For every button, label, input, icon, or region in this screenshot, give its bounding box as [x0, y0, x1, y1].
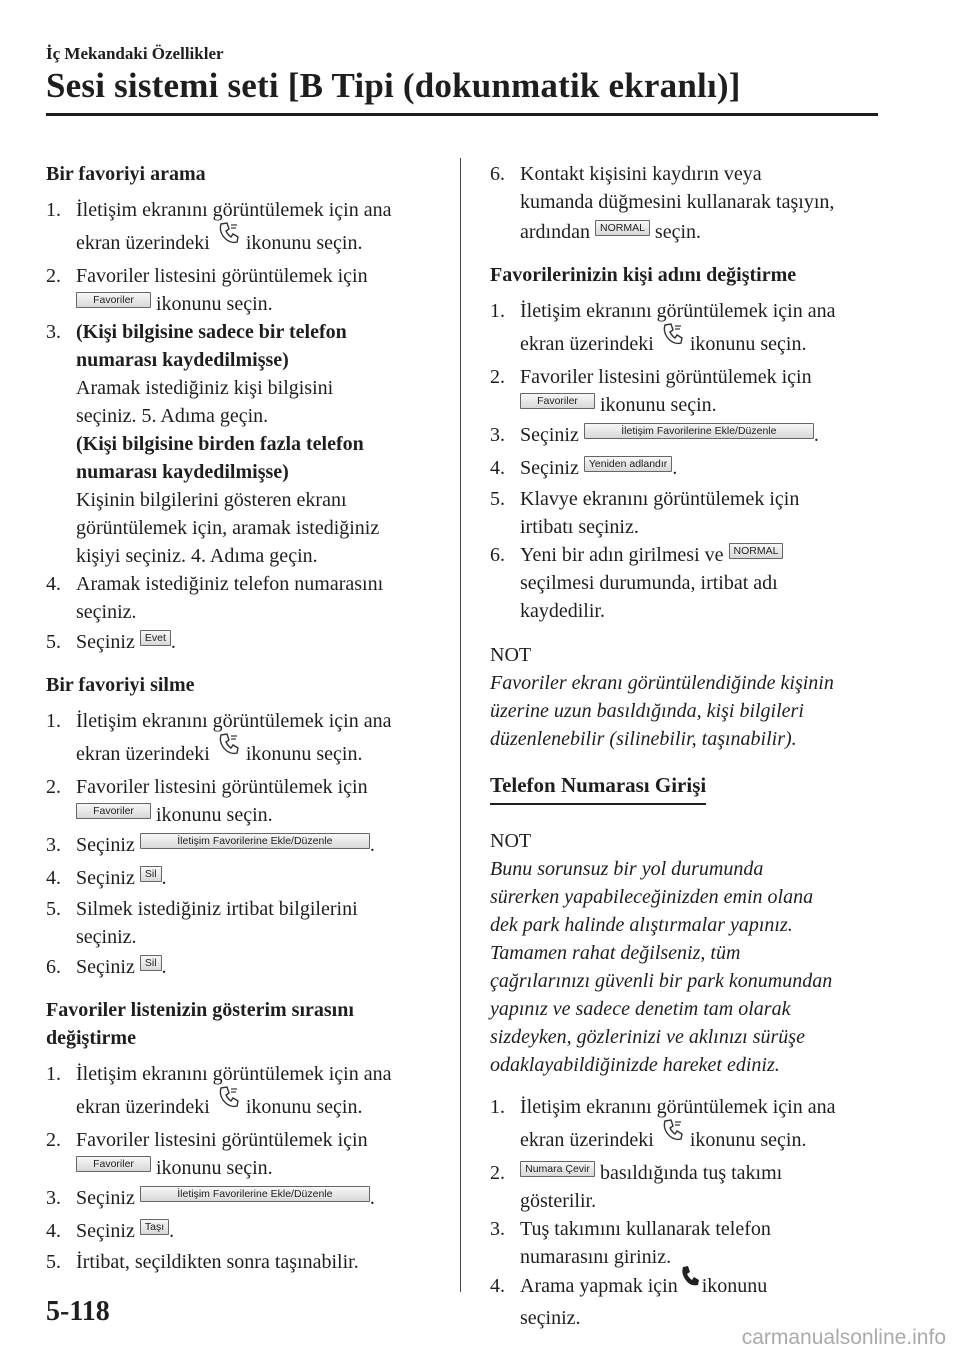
step-reorder-2 [46, 1126, 442, 1182]
rename-button[interactable]: Yeniden adlandır [584, 456, 672, 472]
step-number: 2. [46, 1129, 61, 1151]
step-reorder-6 [490, 160, 890, 249]
step-text: Aramak istediğiniz kişi bilgisini [76, 377, 334, 399]
step-number: 2. [490, 366, 505, 388]
add-edit-favorites-button[interactable]: İletişim Favorilerine Ekle/Düzenle [584, 423, 814, 439]
phone-contacts-icon [661, 322, 683, 357]
note-label: NOT [490, 830, 532, 852]
heading-reorder-favorites: Favoriler listenizin gösterim sırasını değiştirme [46, 999, 354, 1049]
step-text: basıldığında tuş takımı [600, 1162, 783, 1184]
step-text: Favoriler listesini görüntülemek için [76, 1129, 368, 1151]
step-text: Arama yapmak için [520, 1275, 678, 1297]
heading-delete-favorite: Bir favoriyi silme [46, 674, 195, 696]
note-label: NOT [490, 644, 532, 666]
step-number: 3. [46, 834, 61, 856]
step-text: Seçiniz [520, 457, 579, 479]
step-rename-4: 4. Seçiniz Yeniden adlandır . [490, 452, 890, 485]
favoriler-button[interactable]: Favoriler [520, 393, 595, 409]
sil-button[interactable]: Sil [140, 955, 162, 971]
page-title: Sesi sistemi seti [B Tipi (dokunmatik ekranlı)] [46, 66, 741, 105]
phone-contacts-icon [661, 1118, 683, 1153]
step-text: numarasını giriniz. [520, 1246, 672, 1268]
step-text: Favoriler listesini görüntülemek için [520, 366, 812, 388]
step-number: 1. [490, 300, 505, 322]
phone-contacts-icon [217, 732, 239, 767]
step-number: 4. [46, 867, 61, 889]
step-delete-1 [46, 705, 442, 773]
note-text: Favoriler ekranı görüntülendiğinde kişinin üzerine uzun basıldığında, kişi bilgileri düzenlenebilir (silinebilir, taşınabilir). [490, 672, 834, 750]
step-rename-2 [490, 363, 890, 419]
step-text: numarası kaydedilmişse) [76, 461, 289, 483]
numara-cevir-button[interactable]: Numara Çevir [520, 1161, 595, 1177]
step-text: Kişinin bilgilerini gösteren ekranı [76, 489, 347, 511]
step-text: seçiniz. [76, 601, 137, 623]
step-text: Favoriler listesini görüntülemek için [76, 265, 368, 287]
step-call-5: 5. Seçiniz Evet . [46, 626, 442, 659]
step-number: 4. [490, 457, 505, 479]
step-text: İletişim ekranını görüntülemek için ana [76, 199, 392, 221]
step-text: ikonunu seçin. [156, 804, 273, 826]
step-text: ardından [520, 221, 590, 243]
step-delete-6: 6. Seçiniz Sil . [46, 951, 442, 984]
step-text: ikonunu seçin. [245, 743, 363, 766]
step-call-1 [46, 194, 442, 262]
phone-handset-icon [680, 1265, 700, 1297]
title-rule [46, 113, 878, 116]
step-text: İletişim ekranını görüntülemek için ana [520, 1096, 836, 1118]
step-text: ikonunu seçin. [600, 394, 717, 416]
favoriler-button[interactable]: Favoriler [76, 292, 151, 308]
step-text: ikonunu seçin. [245, 232, 363, 255]
phone-contacts-icon [217, 1085, 239, 1120]
step-text: ikonunu seçin. [156, 1157, 273, 1179]
evet-button[interactable]: Evet [140, 630, 171, 646]
step-text: ekran üzerindeki [520, 333, 654, 356]
left-column [46, 160, 442, 1276]
step-number: 2. [46, 776, 61, 798]
step-call-4 [46, 570, 442, 626]
step-number: 1. [46, 199, 61, 221]
step-text: seçiniz. [520, 1307, 581, 1330]
step-call-2 [46, 262, 442, 318]
step-reorder-3: 3. Seçiniz İletişim Favorilerine Ekle/Düzenle . [46, 1182, 442, 1215]
add-edit-favorites-button[interactable]: İletişim Favorilerine Ekle/Düzenle [140, 1186, 370, 1202]
step-reorder-1 [46, 1058, 442, 1126]
step-rename-3: 3. Seçiniz İletişim Favorilerine Ekle/Düzenle . [490, 419, 890, 452]
step-text: ikonunu seçin. [245, 1096, 363, 1119]
step-text: (Kişi bilgisine birden fazla telefon [76, 433, 364, 455]
heading-call-favorite: Bir favoriyi arama [46, 163, 206, 185]
step-dial-3 [490, 1215, 890, 1271]
normal-button[interactable]: NORMAL [729, 543, 784, 559]
step-rename-5 [490, 485, 890, 541]
step-text: seçiniz. [76, 926, 137, 948]
step-text: Seçiniz [520, 424, 579, 446]
step-delete-3: 3. Seçiniz İletişim Favorilerine Ekle/Düzenle . [46, 829, 442, 862]
step-number: 6. [490, 163, 505, 185]
heading-rename-favorite: Favorilerinizin kişi adını değiştirme [490, 264, 797, 286]
step-text: İletişim ekranını görüntülemek için ana [76, 710, 392, 732]
sil-button[interactable]: Sil [140, 866, 162, 882]
step-dial-1 [490, 1091, 890, 1159]
step-text: gösterilir. [520, 1190, 597, 1212]
step-number: 6. [490, 544, 505, 566]
step-text: Seçiniz [76, 834, 135, 856]
watermark: carmanualsonline.info [741, 1326, 946, 1349]
favoriler-button[interactable]: Favoriler [76, 1156, 151, 1172]
step-text: irtibatı seçiniz. [520, 516, 639, 538]
step-text: ikonunu seçin. [156, 293, 273, 315]
step-text: ikonunu [701, 1275, 768, 1297]
step-number: 3. [490, 424, 505, 446]
step-dial-2 [490, 1159, 890, 1215]
step-text: Aramak istediğiniz telefon numarasını [76, 573, 384, 595]
step-text: ekran üzerindeki [76, 1096, 210, 1119]
step-text: seçiniz. 5. Adıma geçin. [76, 405, 269, 427]
step-text: ekran üzerindeki [76, 232, 210, 255]
step-text: ikonunu seçin. [689, 1129, 807, 1152]
phone-contacts-icon [217, 221, 239, 256]
step-dial-4 [490, 1271, 890, 1334]
step-text: kumanda düğmesini kullanarak taşıyın, [520, 191, 835, 213]
step-number: 1. [490, 1096, 505, 1118]
heading-phone-number-entry: Telefon Numarası Girişi [490, 771, 706, 805]
step-number: 1. [46, 1063, 61, 1085]
step-number: 4. [46, 1220, 61, 1242]
step-text: seçin. [654, 221, 702, 243]
step-text: Seçiniz [76, 631, 135, 653]
step-delete-5 [46, 895, 442, 951]
step-text: İletişim ekranını görüntülemek için ana [76, 1063, 392, 1085]
step-text: ikonunu seçin. [689, 333, 807, 356]
step-number: 5. [46, 1251, 61, 1273]
step-rename-1 [490, 295, 890, 363]
step-rename-6 [490, 541, 890, 625]
step-number: 1. [46, 710, 61, 732]
step-text: Yeni bir adın girilmesi ve [520, 544, 724, 566]
step-text: ekran üzerindeki [520, 1129, 654, 1152]
step-text: Klavye ekranını görüntülemek için [520, 488, 800, 510]
step-text: Silmek istediğiniz irtibat bilgilerini [76, 898, 358, 920]
step-text: kaydedilir. [520, 600, 605, 622]
step-number: 3. [46, 1187, 61, 1209]
step-text: Seçiniz [76, 1220, 135, 1242]
column-divider [460, 158, 461, 1292]
normal-button[interactable]: NORMAL [595, 220, 650, 236]
step-text: seçilmesi durumunda, irtibat adı [520, 572, 778, 594]
step-number: 4. [46, 573, 61, 595]
step-text: İrtibat, seçildikten sonra taşınabilir. [76, 1251, 359, 1273]
section-label: İç Mekandaki Özellikler [46, 44, 224, 63]
step-text: numarası kaydedilmişse) [76, 349, 289, 371]
step-text: Kontakt kişisini kaydırın veya [520, 163, 762, 185]
page-number: 5-118 [46, 1296, 110, 1327]
step-text: İletişim ekranını görüntülemek için ana [520, 300, 836, 322]
step-delete-4: 4. Seçiniz Sil . [46, 862, 442, 895]
step-delete-2 [46, 773, 442, 829]
step-call-3 [46, 318, 442, 570]
favoriler-button[interactable]: Favoriler [76, 803, 151, 819]
step-number: 4. [490, 1275, 505, 1297]
step-number: 2. [490, 1162, 505, 1184]
step-reorder-4: 4. Seçiniz Taşı . [46, 1215, 442, 1248]
step-number: 2. [46, 265, 61, 287]
right-column [490, 160, 890, 1334]
step-text: Favoriler listesini görüntülemek için [76, 776, 368, 798]
step-reorder-5 [46, 1248, 442, 1276]
tasi-button[interactable]: Taşı [140, 1219, 169, 1235]
step-number: 5. [46, 898, 61, 920]
step-number: 5. [46, 631, 61, 653]
step-text: görüntülemek için, aramak istediğiniz [76, 517, 380, 539]
add-edit-favorites-button[interactable]: İletişim Favorilerine Ekle/Düzenle [140, 833, 370, 849]
step-text: ekran üzerindeki [76, 743, 210, 766]
step-number: 3. [490, 1218, 505, 1240]
note-text: Bunu sorunsuz bir yol durumunda sürerken yapabileceğinizden emin olana dek park halinde alıştırmalar yapınız. Tamamen rahat değilseniz, tüm çağrılarınızı güvenli bir park konumundan yapınız ve sadece denetim tam olarak sizdeyken, gözlerinizi ve aklınızı sürüşe odaklayabildiğinizde hareket ediniz. [490, 858, 833, 1076]
step-text: (Kişi bilgisine sadece bir telefon [76, 321, 347, 343]
step-text: Seçiniz [76, 867, 135, 889]
step-number: 5. [490, 488, 505, 510]
step-text: Seçiniz [76, 956, 135, 978]
step-text: Tuş takımını kullanarak telefon [520, 1218, 771, 1240]
step-text: Seçiniz [76, 1187, 135, 1209]
step-number: 3. [46, 321, 61, 343]
step-text: kişiyi seçiniz. 4. Adıma geçin. [76, 545, 318, 567]
step-number: 6. [46, 956, 61, 978]
